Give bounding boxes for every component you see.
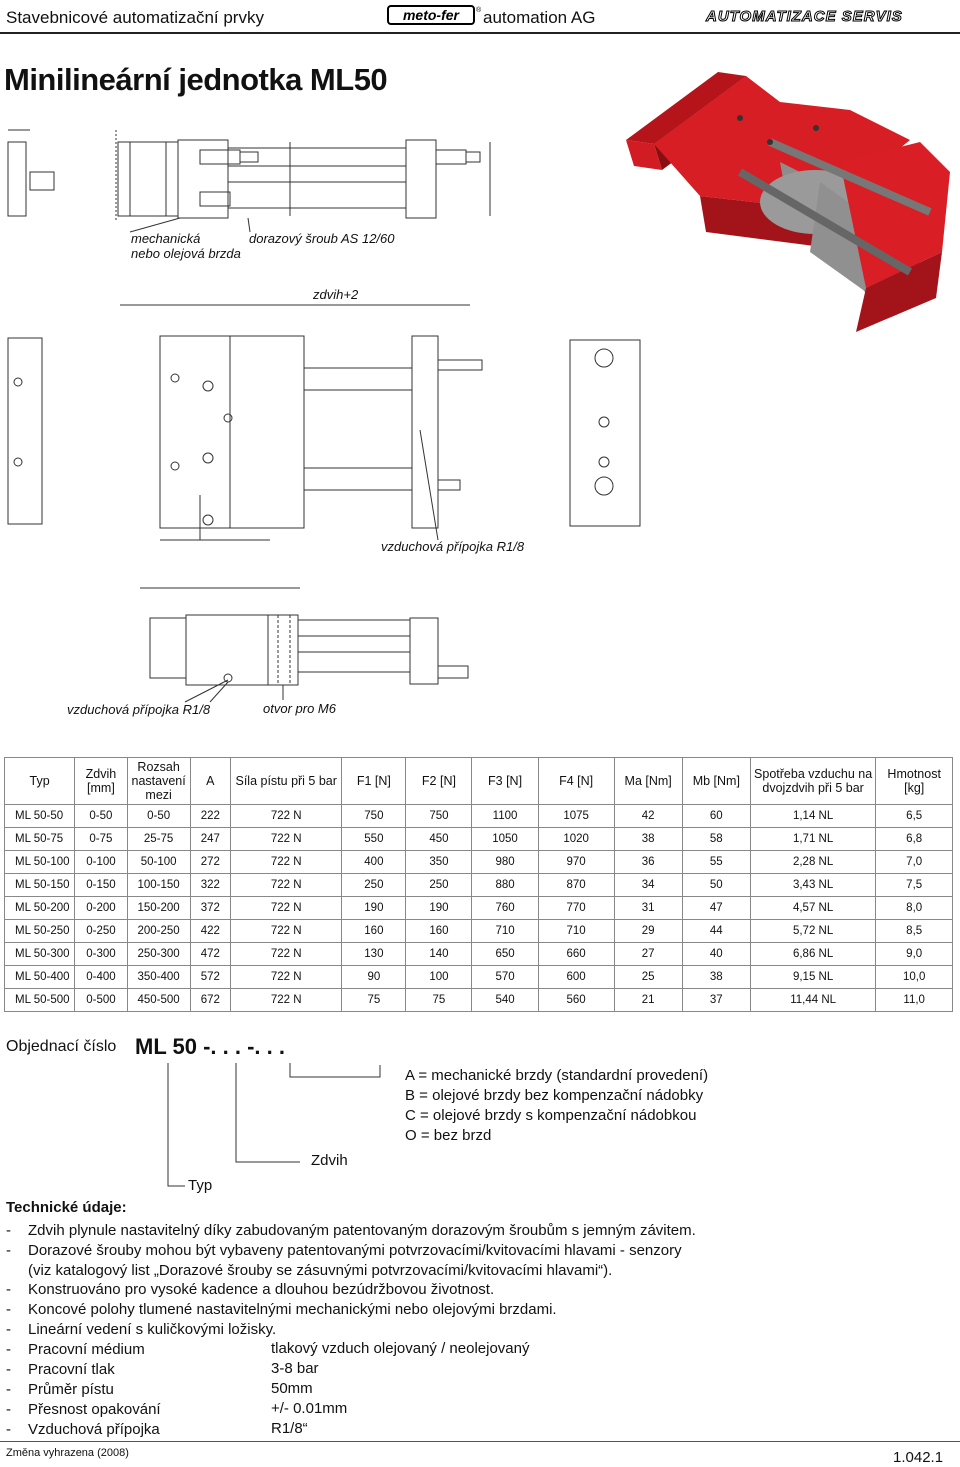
table-cell: 650 (472, 943, 538, 966)
col-header: F3 [N] (472, 758, 538, 805)
col-header: Hmotnost [kg] (876, 758, 953, 805)
table-cell: 250 (342, 874, 406, 897)
table-cell: 0-50 (75, 805, 128, 828)
table-cell: 722 N (231, 966, 342, 989)
header-service-logo: AUTOMATIZACE SERVIS (706, 8, 903, 25)
table-cell: 350 (406, 851, 472, 874)
table-cell: 0-300 (75, 943, 128, 966)
header-company: automation AG (483, 8, 596, 27)
stroke-dimension-label: zdvih+2 (313, 287, 359, 302)
table-cell: 3,43 NL (750, 874, 875, 897)
tech-bullet-continuation: (viz katalogový list „Dorazové šrouby se zásuvnými potvrzovacími/kvitovacími hlavami“). (28, 1262, 613, 1279)
table-cell: 140 (406, 943, 472, 966)
table-cell: ML 50-50 (5, 805, 75, 828)
spec-table-body (5, 805, 953, 1012)
order-code-leaders (0, 1055, 420, 1195)
table-cell: 0-75 (75, 828, 128, 851)
col-header: Mb [Nm] (682, 758, 750, 805)
table-cell: 770 (538, 897, 614, 920)
param-name: - Vzduchová přípojka (6, 1421, 160, 1438)
table-cell: 9,0 (876, 943, 953, 966)
table-cell: 1050 (472, 828, 538, 851)
table-row (5, 805, 953, 828)
table-cell: 9,15 NL (750, 966, 875, 989)
table-cell: 572 (190, 966, 231, 989)
brake-option-o: O = bez brzd (405, 1127, 492, 1144)
table-cell: 322 (190, 874, 231, 897)
table-cell: ML 50-400 (5, 966, 75, 989)
table-cell: 0-500 (75, 989, 128, 1012)
table-cell: 722 N (231, 920, 342, 943)
side-view-drawing (8, 130, 490, 220)
table-cell: 90 (342, 966, 406, 989)
bottom-view-drawing (140, 588, 468, 685)
param-value: R1/8“ (271, 1420, 308, 1437)
table-cell: 600 (538, 966, 614, 989)
table-cell: 0-50 (127, 805, 190, 828)
table-cell: 350-400 (127, 966, 190, 989)
param-value: tlakový vzduch olejovaný / neolejovaný (271, 1340, 530, 1357)
col-header: Spotřeba vzduchu na dvojzdvih při 5 bar (750, 758, 875, 805)
param-name: - Pracovní médium (6, 1341, 145, 1358)
table-cell: 0-400 (75, 966, 128, 989)
col-header: F4 [N] (538, 758, 614, 805)
brake-option-a: A = mechanické brzdy (standardní provedení) (405, 1067, 709, 1084)
table-header-row (5, 758, 953, 805)
table-row (5, 828, 953, 851)
product-photo (620, 62, 958, 332)
air-connection-label-bottom: vzduchová přípojka R1/8 (67, 702, 211, 717)
table-cell: 722 N (231, 874, 342, 897)
table-cell: 372 (190, 897, 231, 920)
table-cell: 75 (342, 989, 406, 1012)
table-cell: 11,0 (876, 989, 953, 1012)
table-cell: 4,57 NL (750, 897, 875, 920)
table-cell: 550 (342, 828, 406, 851)
table-cell: 58 (682, 828, 750, 851)
table-cell: 190 (406, 897, 472, 920)
brake-label-2: nebo olejová brzda (131, 246, 241, 261)
table-cell: 21 (614, 989, 682, 1012)
table-cell: 37 (682, 989, 750, 1012)
table-cell: 27 (614, 943, 682, 966)
table-row (5, 897, 953, 920)
table-cell: ML 50-300 (5, 943, 75, 966)
table-row (5, 966, 953, 989)
col-header: Typ (5, 758, 75, 805)
param-value: 3-8 bar (271, 1360, 319, 1377)
table-row (5, 989, 953, 1012)
table-cell: 47 (682, 897, 750, 920)
table-cell: 8,5 (876, 920, 953, 943)
table-cell: 55 (682, 851, 750, 874)
table-cell: 200-250 (127, 920, 190, 943)
table-cell: 880 (472, 874, 538, 897)
table-cell: ML 50-200 (5, 897, 75, 920)
table-cell: 150-200 (127, 897, 190, 920)
table-cell: 1,14 NL (750, 805, 875, 828)
table-cell: 0-200 (75, 897, 128, 920)
table-cell: 6,5 (876, 805, 953, 828)
spec-table (4, 757, 953, 1012)
header-divider (0, 32, 960, 34)
stop-screw-label: dorazový šroub AS 12/60 (249, 231, 395, 246)
table-cell: 50 (682, 874, 750, 897)
table-cell: ML 50-75 (5, 828, 75, 851)
table-cell: 75 (406, 989, 472, 1012)
stroke-code-label: Zdvih (311, 1152, 348, 1169)
technical-drawing (0, 100, 620, 730)
footer-note: Změna vyhrazena (2008) (6, 1447, 129, 1459)
col-header: Zdvih [mm] (75, 758, 128, 805)
table-cell: 160 (406, 920, 472, 943)
col-header: F1 [N] (342, 758, 406, 805)
table-cell: 750 (406, 805, 472, 828)
table-cell: 0-250 (75, 920, 128, 943)
table-cell: 870 (538, 874, 614, 897)
table-cell: 0-100 (75, 851, 128, 874)
table-cell: 100 (406, 966, 472, 989)
table-cell: 540 (472, 989, 538, 1012)
table-cell: 760 (472, 897, 538, 920)
table-cell: 970 (538, 851, 614, 874)
table-cell: 980 (472, 851, 538, 874)
table-cell: ML 50-250 (5, 920, 75, 943)
table-cell: 2,28 NL (750, 851, 875, 874)
table-cell: 25-75 (127, 828, 190, 851)
col-header: Síla pístu při 5 bar (231, 758, 342, 805)
table-cell: 710 (472, 920, 538, 943)
table-cell: ML 50-500 (5, 989, 75, 1012)
table-cell: 560 (538, 989, 614, 1012)
table-cell: 250-300 (127, 943, 190, 966)
top-view-drawing (8, 305, 640, 540)
table-cell: 160 (342, 920, 406, 943)
table-cell: 472 (190, 943, 231, 966)
table-cell: 250 (406, 874, 472, 897)
type-code-label: Typ (188, 1177, 213, 1194)
table-cell: 11,44 NL (750, 989, 875, 1012)
table-cell: 710 (538, 920, 614, 943)
table-cell: 60 (682, 805, 750, 828)
page-number: 1.042.1 (893, 1449, 944, 1466)
tech-bullet: - Konstruováno pro vysoké kadence a dlouhou bezúdržbovou životnost. (6, 1281, 495, 1298)
table-cell: 34 (614, 874, 682, 897)
brake-option-b: B = olejové brzdy bez kompenzační nádobky (405, 1087, 704, 1104)
table-cell: 660 (538, 943, 614, 966)
tech-bullet: - Dorazové šrouby mohou být vybaveny patentovanými potvrzovacími/kvitovacími hlavami - senzory (6, 1242, 682, 1259)
svg-text:®: ® (476, 7, 482, 14)
table-row (5, 851, 953, 874)
table-cell: 422 (190, 920, 231, 943)
table-cell: 450 (406, 828, 472, 851)
table-cell: 6,86 NL (750, 943, 875, 966)
table-cell: 50-100 (127, 851, 190, 874)
order-number-label: Objednací číslo (6, 1038, 117, 1055)
table-cell: 44 (682, 920, 750, 943)
table-cell: 42 (614, 805, 682, 828)
table-cell: 722 N (231, 989, 342, 1012)
order-code: ML 50 -. . . -. . . (135, 1034, 285, 1059)
param-name: - Přesnost opakování (6, 1401, 161, 1418)
table-cell: 247 (190, 828, 231, 851)
param-value: 50mm (271, 1380, 313, 1397)
table-row (5, 920, 953, 943)
table-cell: ML 50-150 (5, 874, 75, 897)
table-cell: 722 N (231, 828, 342, 851)
table-cell: 1075 (538, 805, 614, 828)
table-cell: 10,0 (876, 966, 953, 989)
table-cell: 672 (190, 989, 231, 1012)
table-cell: 1020 (538, 828, 614, 851)
table-cell: 722 N (231, 897, 342, 920)
table-cell: 130 (342, 943, 406, 966)
table-row (5, 874, 953, 897)
param-name: - Pracovní tlak (6, 1361, 115, 1378)
col-header: Rozsah nastavení mezi (127, 758, 190, 805)
table-cell: 400 (342, 851, 406, 874)
table-cell: 722 N (231, 805, 342, 828)
table-cell: 25 (614, 966, 682, 989)
table-cell: 722 N (231, 943, 342, 966)
col-header: F2 [N] (406, 758, 472, 805)
col-header: Ma [Nm] (614, 758, 682, 805)
air-connection-label-top: vzduchová přípojka R1/8 (381, 539, 525, 554)
svg-text:meto-fer: meto-fer (402, 7, 460, 23)
table-cell: 570 (472, 966, 538, 989)
tech-bullet: - Zdvih plynule nastavitelný díky zabudovaným patentovaným dorazovým šroubům s jemným závitem. (6, 1222, 696, 1239)
table-cell: 190 (342, 897, 406, 920)
table-cell: 0-150 (75, 874, 128, 897)
table-cell: ML 50-100 (5, 851, 75, 874)
table-cell: 40 (682, 943, 750, 966)
brand-logo (388, 4, 480, 26)
table-cell: 272 (190, 851, 231, 874)
table-cell: 450-500 (127, 989, 190, 1012)
param-name: - Průměr pístu (6, 1381, 114, 1398)
table-cell: 7,5 (876, 874, 953, 897)
table-cell: 29 (614, 920, 682, 943)
table-cell: 5,72 NL (750, 920, 875, 943)
brake-label: mechanická (131, 231, 201, 246)
footer-divider (0, 1441, 960, 1442)
tech-bullet: - Lineární vedení s kuličkovými ložisky. (6, 1321, 277, 1338)
table-cell: 222 (190, 805, 231, 828)
hole-label: otvor pro M6 (263, 701, 336, 716)
tech-bullet: - Koncové polohy tlumené nastavitelnými mechanickými nebo olejovými brzdami. (6, 1301, 557, 1318)
col-header: A (190, 758, 231, 805)
table-cell: 1100 (472, 805, 538, 828)
table-cell: 1,71 NL (750, 828, 875, 851)
tech-data-heading: Technické údaje: (6, 1199, 127, 1216)
table-cell: 750 (342, 805, 406, 828)
table-cell: 7,0 (876, 851, 953, 874)
table-cell: 38 (682, 966, 750, 989)
table-cell: 36 (614, 851, 682, 874)
brake-option-c: C = olejové brzdy s kompenzační nádobkou (405, 1107, 697, 1124)
table-row (5, 943, 953, 966)
table-cell: 8,0 (876, 897, 953, 920)
table-cell: 722 N (231, 851, 342, 874)
table-cell: 100-150 (127, 874, 190, 897)
table-cell: 6,8 (876, 828, 953, 851)
table-cell: 38 (614, 828, 682, 851)
page-title: Minilineární jednotka ML50 (4, 62, 388, 97)
table-cell: 31 (614, 897, 682, 920)
param-value: +/- 0.01mm (271, 1400, 348, 1417)
header-section-title: Stavebnicové automatizační prvky (6, 8, 264, 27)
